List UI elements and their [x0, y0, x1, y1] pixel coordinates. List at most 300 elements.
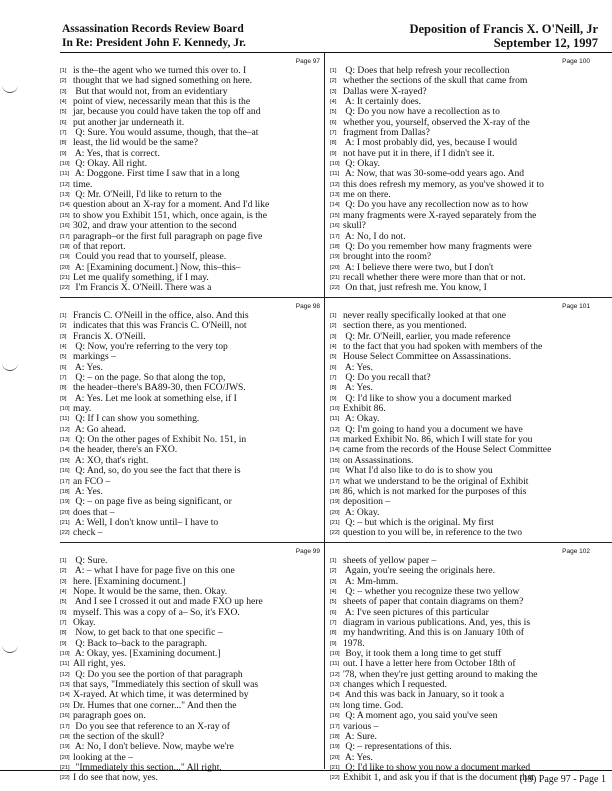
transcript-page — [60, 299, 324, 543]
line-number: [6] — [60, 609, 67, 616]
line-number: [20] — [60, 264, 70, 271]
line-text: check – — [73, 528, 103, 539]
transcript-line — [330, 190, 594, 200]
line-number: [1] — [60, 313, 67, 319]
transcript-line — [60, 711, 324, 721]
line-text: A: – what I have for page five on this one — [73, 566, 235, 577]
transcript-line — [60, 597, 324, 607]
line-number: [20] — [60, 509, 70, 516]
line-text: Q: Okay. All right. — [73, 159, 147, 170]
line-text: A: Go ahead. — [73, 424, 126, 435]
transcript-line — [60, 373, 324, 383]
binder-hole-mark — [2, 640, 18, 653]
transcript-line — [330, 159, 594, 169]
line-text: never really specifically looked at that one — [343, 311, 507, 321]
line-number: [6] — [60, 119, 67, 126]
line-text: deposition – — [343, 497, 391, 508]
line-text: time. — [73, 179, 93, 190]
line-text: jar, because you could have taken the top off and — [73, 107, 261, 118]
line-number: [18] — [330, 488, 340, 495]
line-text: Q: Okay. — [343, 159, 380, 170]
transcript-lines — [60, 556, 324, 784]
line-text: Q: On the other pages of Exhibit No. 151, in — [73, 435, 247, 446]
line-number: [12] — [330, 181, 340, 188]
transcript-line — [60, 190, 324, 200]
transcript-page — [330, 544, 594, 788]
transcript-line — [330, 232, 594, 242]
page-number: Page 98 — [295, 303, 320, 310]
line-text: does that – — [73, 507, 115, 518]
line-number: [8] — [60, 385, 67, 392]
transcript-line — [60, 732, 324, 742]
line-text: came from the records of the House Select Committee — [343, 445, 552, 456]
transcript-line — [60, 528, 324, 538]
transcript-line — [60, 639, 324, 649]
line-text: what we understand to be the original of Exhibit — [343, 476, 529, 487]
line-number: [9] — [60, 395, 67, 402]
line-number: [9] — [60, 640, 67, 647]
line-number: [21] — [330, 274, 340, 281]
transcript-line — [330, 180, 594, 190]
line-number: [19] — [330, 744, 340, 751]
transcript-line — [60, 200, 324, 210]
line-number: [13] — [60, 682, 70, 689]
line-text: Q: And, so, do you see the fact that there is — [73, 466, 241, 477]
header-deposition-title: Deposition of Francis X. O'Neill, Jr — [409, 22, 598, 36]
line-number: [9] — [330, 640, 337, 647]
line-number: [16] — [330, 713, 340, 720]
header-case: In Re: President John F. Kennedy, Jr. — [62, 37, 246, 49]
line-text: out. I have a letter here from October 18th of — [343, 659, 516, 670]
line-number: [11] — [60, 171, 70, 178]
transcript-line — [60, 87, 324, 97]
line-text: myself. This was a copy of a– So, it's FXO. — [73, 607, 240, 618]
transcript-line — [60, 383, 324, 393]
line-number: [2] — [330, 323, 337, 330]
line-number: [14] — [60, 692, 70, 699]
line-text: A: Sure. — [343, 731, 377, 742]
transcript-line — [330, 556, 594, 566]
line-number: [19] — [60, 499, 70, 506]
transcript-line — [60, 342, 324, 352]
line-text: A: [Examining document.] Now, this–this– — [73, 262, 241, 273]
line-number: [2] — [330, 568, 337, 575]
transcript-line — [60, 497, 324, 507]
line-number: [15] — [330, 702, 340, 709]
transcript-line — [60, 66, 324, 76]
line-number: [18] — [60, 243, 70, 250]
line-number: [2] — [60, 78, 67, 85]
line-text: the header, there's an FXO. — [73, 445, 178, 456]
page-number: Page 99 — [295, 548, 320, 555]
line-number: [21] — [330, 764, 340, 771]
line-number: [5] — [60, 354, 67, 361]
line-text: A: Yes. — [73, 486, 103, 497]
line-number: [1] — [330, 313, 337, 319]
transcript-line — [60, 128, 324, 138]
line-number: [7] — [330, 130, 337, 137]
line-number: [8] — [60, 140, 67, 147]
line-number: [5] — [330, 109, 337, 116]
line-number: [21] — [60, 764, 70, 771]
page-number: Page 101 — [562, 303, 590, 310]
transcript-line — [60, 722, 324, 732]
line-number: [11] — [60, 661, 70, 668]
transcript-line — [60, 394, 324, 404]
transcript-line — [330, 169, 594, 179]
line-text: A: Well, I don't know until– I have to — [73, 517, 219, 528]
line-number: [22] — [60, 285, 70, 292]
header-rule — [60, 52, 612, 53]
transcript-line — [60, 273, 324, 283]
transcript-page — [60, 54, 324, 298]
line-text: Again, you're seeing the originals here. — [343, 566, 495, 577]
line-text: long time. God. — [343, 700, 404, 711]
line-text: question to you will be, in reference to the two — [343, 528, 523, 539]
transcript-line — [60, 608, 324, 618]
line-text: Dr. Humes that one corner..." And then the — [73, 700, 237, 711]
transcript-line — [330, 566, 594, 576]
transcript-line — [330, 404, 594, 414]
line-text: may. — [73, 404, 92, 415]
line-text: A: XO, that's right. — [73, 455, 149, 466]
line-text: A: Doggone. First time I saw that in a long — [73, 169, 240, 180]
line-number: [11] — [330, 171, 340, 178]
line-text: paragraph–or the first full paragraph on page five — [73, 231, 263, 242]
line-text: A: No, I do not. — [343, 231, 406, 242]
transcript-line — [60, 618, 324, 628]
line-text: diagram in various publications. And, yes, this is — [343, 618, 531, 629]
page-number: Page 102 — [562, 548, 590, 555]
line-number: [19] — [330, 499, 340, 506]
transcript-line — [330, 477, 594, 487]
line-text: Q: Sure. You would assume, though, that the–at — [73, 128, 259, 139]
line-text: But that would not, from an evidentiary — [73, 86, 228, 97]
line-number: [22] — [60, 775, 70, 782]
line-text: Q: I'd like to show you now a document marked — [343, 762, 531, 773]
line-text: Q: Do you remember how many fragments were — [343, 241, 532, 252]
line-number: [3] — [330, 333, 337, 340]
line-text: sheets of paper that contain diagrams on them? — [343, 597, 524, 608]
line-number: [22] — [330, 775, 340, 782]
line-text: Q: Do you see the portion of that paragraph — [73, 669, 243, 680]
line-text: A: Okay. — [343, 507, 380, 518]
line-text: that says, "Immediately this section of skull was — [73, 680, 259, 691]
transcript-line — [330, 311, 594, 321]
transcript-lines — [330, 556, 594, 784]
transcript-line — [60, 232, 324, 242]
line-number: [8] — [330, 140, 337, 147]
line-number: [12] — [60, 426, 70, 433]
transcript-line — [330, 608, 594, 618]
transcript-line — [330, 701, 594, 711]
line-text: Q: Back to–back to the paragraph. — [73, 638, 207, 649]
line-number: [13] — [60, 437, 70, 444]
transcript-line — [330, 445, 594, 455]
line-number: [6] — [330, 119, 337, 126]
transcript-line — [60, 169, 324, 179]
transcript-line — [330, 753, 594, 763]
line-text: Q: – whether you recognize these two yellow — [343, 587, 520, 598]
line-number: [2] — [330, 78, 337, 85]
line-number: [1] — [330, 558, 337, 564]
line-number: [7] — [330, 620, 337, 627]
line-number: [10] — [60, 406, 70, 413]
transcript-line — [60, 577, 324, 587]
transcript-line — [330, 252, 594, 262]
transcript-line — [60, 242, 324, 252]
transcript-line — [330, 618, 594, 628]
line-text: skull? — [343, 221, 366, 232]
line-text: 302, and draw your attention to the second — [73, 221, 237, 232]
transcript-line — [330, 66, 594, 76]
line-text: Exhibit 86. — [343, 404, 386, 415]
transcript-line — [330, 332, 594, 342]
line-number: [8] — [330, 630, 337, 637]
line-text: Q: I'd like to show you a document marked — [343, 393, 512, 404]
transcript-line — [330, 742, 594, 752]
line-number: [4] — [60, 344, 67, 351]
line-number: [4] — [60, 589, 67, 596]
line-number: [21] — [330, 519, 340, 526]
line-text: is the–the agent who we turned this over to. I — [73, 66, 247, 76]
line-text: A: Yes, that is correct. — [73, 148, 160, 159]
line-text: What I'd also like to do is to show you — [343, 466, 493, 477]
line-number: [17] — [60, 478, 70, 485]
transcript-line — [60, 649, 324, 659]
transcript-line — [330, 487, 594, 497]
transcript-line — [330, 352, 594, 362]
transcript-line — [60, 76, 324, 86]
line-number: [16] — [330, 223, 340, 230]
line-text: 86, which is not marked for the purposes of this — [343, 486, 527, 497]
line-number: [22] — [60, 530, 70, 537]
page-number: Page 100 — [562, 58, 590, 65]
line-text: Q: Now, you're referring to the very top — [73, 342, 228, 353]
line-number: [10] — [60, 651, 70, 658]
transcript-line — [330, 497, 594, 507]
line-text: whether the sections of the skull that came from — [343, 76, 528, 87]
transcript-line — [330, 528, 594, 538]
line-number: [17] — [60, 723, 70, 730]
line-number: [12] — [60, 181, 70, 188]
line-number: [20] — [330, 264, 340, 271]
line-number: [11] — [330, 661, 340, 668]
line-text: the header–there's BA89-30, then FCO/JWS. — [73, 383, 246, 394]
transcript-lines — [330, 66, 594, 294]
line-text: '78, when they're just getting around to making the — [343, 669, 538, 680]
line-text: A: Okay, yes. [Examining document.] — [73, 649, 221, 660]
transcript-line — [330, 722, 594, 732]
line-number: [14] — [330, 692, 340, 699]
line-text: indicates that this was Francis C. O'Neill, not — [73, 321, 247, 332]
transcript-line — [60, 659, 324, 669]
line-text: A: Yes. — [73, 362, 103, 373]
line-text: me on there. — [343, 190, 391, 201]
line-text: A: I most probably did, yes, because I would — [343, 138, 517, 149]
line-number: [2] — [60, 568, 67, 575]
line-number: [4] — [330, 344, 337, 351]
line-text: A: Mm-hmm. — [343, 576, 399, 587]
line-text: On that, just refresh me. You know, I — [343, 283, 487, 294]
line-text: A: I believe there were two, but I don't — [343, 262, 494, 273]
line-text: to the fact that you had spoken with members of the — [343, 342, 543, 353]
line-number: [5] — [330, 599, 337, 606]
transcript-page — [330, 299, 594, 543]
line-text: Q: If I can show you something. — [73, 414, 200, 425]
line-text: I do see that now, yes. — [73, 773, 158, 784]
line-number: [15] — [330, 212, 340, 219]
transcript-line — [330, 149, 594, 159]
transcript-lines — [330, 311, 594, 539]
transcript-line — [60, 680, 324, 690]
line-number: [22] — [330, 530, 340, 537]
line-number: [19] — [60, 744, 70, 751]
line-number: [6] — [60, 364, 67, 371]
line-number: [5] — [60, 599, 67, 606]
line-text: Francis X. O'Neill. — [73, 331, 146, 342]
line-text: Q: I'm going to hand you a document we have — [343, 424, 523, 435]
transcript-line — [330, 97, 594, 107]
line-number: [22] — [330, 285, 340, 292]
line-text: the section of the skull? — [73, 731, 165, 742]
line-number: [3] — [60, 333, 67, 340]
line-text: Dallas were X-rayed? — [343, 86, 427, 97]
transcript-line — [60, 487, 324, 497]
line-number: [5] — [60, 109, 67, 116]
line-number: [16] — [60, 713, 70, 720]
transcript-line — [330, 107, 594, 117]
line-number: [19] — [330, 254, 340, 261]
transcript-line — [330, 221, 594, 231]
line-number: [3] — [330, 88, 337, 95]
line-text: "Immediately this section..." All right. — [73, 762, 222, 773]
transcript-line — [60, 670, 324, 680]
transcript-line — [330, 373, 594, 383]
line-text: A: Yes. — [343, 383, 373, 394]
line-number: [1] — [60, 558, 67, 564]
line-text: Q: Mr. O'Neill, earlier, you made reference — [343, 331, 511, 342]
line-number: [5] — [330, 354, 337, 361]
line-text: Francis C. O'Neill in the office, also. And this — [73, 311, 249, 321]
header-organization: Assassination Records Review Board — [62, 23, 244, 35]
line-text: A: It certainly does. — [343, 97, 422, 108]
line-number: [11] — [330, 416, 340, 423]
transcript-line — [60, 466, 324, 476]
line-number: [12] — [330, 671, 340, 678]
transcript-line — [60, 556, 324, 566]
line-text: Q: – but which is the original. My first — [343, 517, 494, 528]
line-text: Let me qualify something, if I may. — [73, 272, 209, 283]
line-number: [8] — [330, 385, 337, 392]
line-text: I'm Francis X. O'Neill. There was a — [73, 283, 212, 294]
line-number: [20] — [330, 509, 340, 516]
line-text: markings – — [73, 352, 116, 363]
transcript-line — [60, 332, 324, 342]
line-number: [17] — [330, 723, 340, 730]
transcript-line — [330, 128, 594, 138]
transcript-line — [330, 394, 594, 404]
line-text: Nope. It would be the same, then. Okay. — [73, 587, 228, 598]
line-number: [1] — [60, 68, 67, 74]
transcript-line — [330, 383, 594, 393]
line-number: [17] — [330, 233, 340, 240]
transcript-line — [330, 628, 594, 638]
line-number: [15] — [60, 702, 70, 709]
transcript-line — [60, 149, 324, 159]
line-text: Q: A moment ago, you said you've seen — [343, 711, 498, 722]
transcript-line — [330, 363, 594, 373]
line-number: [15] — [60, 212, 70, 219]
transcript-line — [330, 87, 594, 97]
line-text: 1978. — [343, 638, 365, 649]
line-text: A: Okay. — [343, 414, 380, 425]
transcript-line — [330, 283, 594, 293]
transcript-line — [60, 477, 324, 487]
transcript-line — [60, 97, 324, 107]
line-text: X-rayed. At which time, it was determined by — [73, 690, 249, 701]
transcript-line — [60, 587, 324, 597]
transcript-line — [330, 577, 594, 587]
transcript-line — [330, 639, 594, 649]
line-number: [13] — [330, 437, 340, 444]
line-number: [12] — [60, 671, 70, 678]
line-number: [18] — [330, 243, 340, 250]
line-number: [14] — [330, 202, 340, 209]
line-text: fragment from Dallas? — [343, 128, 430, 139]
line-number: [13] — [330, 192, 340, 199]
transcript-line — [330, 508, 594, 518]
line-number: [11] — [60, 416, 70, 423]
line-text: recall whether there were more than that or not. — [343, 272, 526, 283]
line-number: [18] — [60, 488, 70, 495]
transcript-line — [60, 435, 324, 445]
transcript-line — [330, 435, 594, 445]
transcript-line — [330, 711, 594, 721]
line-number: [10] — [330, 161, 340, 168]
header-date: September 12, 1997 — [493, 36, 598, 50]
line-text: many fragments were X-rayed separately from the — [343, 210, 537, 221]
transcript-line — [330, 200, 594, 210]
line-text: Q: Sure. — [73, 556, 108, 566]
line-number: [16] — [60, 468, 70, 475]
transcript-line — [330, 587, 594, 597]
binder-hole-mark — [2, 358, 18, 371]
line-text: put another jar underneath it. — [73, 117, 185, 128]
line-text: paragraph goes on. — [73, 711, 146, 722]
line-text: Exhibit 1, and ask you if that is the document that — [343, 773, 535, 784]
line-number: [17] — [330, 478, 340, 485]
transcript-line — [330, 518, 594, 528]
line-number: [6] — [330, 609, 337, 616]
line-text: Q: – on the page. So that along the top, — [73, 373, 226, 384]
line-text: Q: Do you have any recollection now as to how — [343, 200, 529, 211]
page-number: Page 97 — [295, 58, 320, 65]
transcript-line — [330, 597, 594, 607]
transcript-line — [60, 701, 324, 711]
transcript-line — [60, 107, 324, 117]
line-number: [21] — [60, 274, 70, 281]
line-number: [13] — [330, 682, 340, 689]
transcript-line — [60, 404, 324, 414]
line-number: [2] — [60, 323, 67, 330]
line-text: point of view, necessarily mean that this is the — [73, 97, 251, 108]
line-text: And this was back in January, so it took a — [343, 690, 505, 701]
line-number: [16] — [330, 468, 340, 475]
line-number: [9] — [330, 395, 337, 402]
transcript-line — [330, 670, 594, 680]
transcript-lines — [60, 311, 324, 539]
